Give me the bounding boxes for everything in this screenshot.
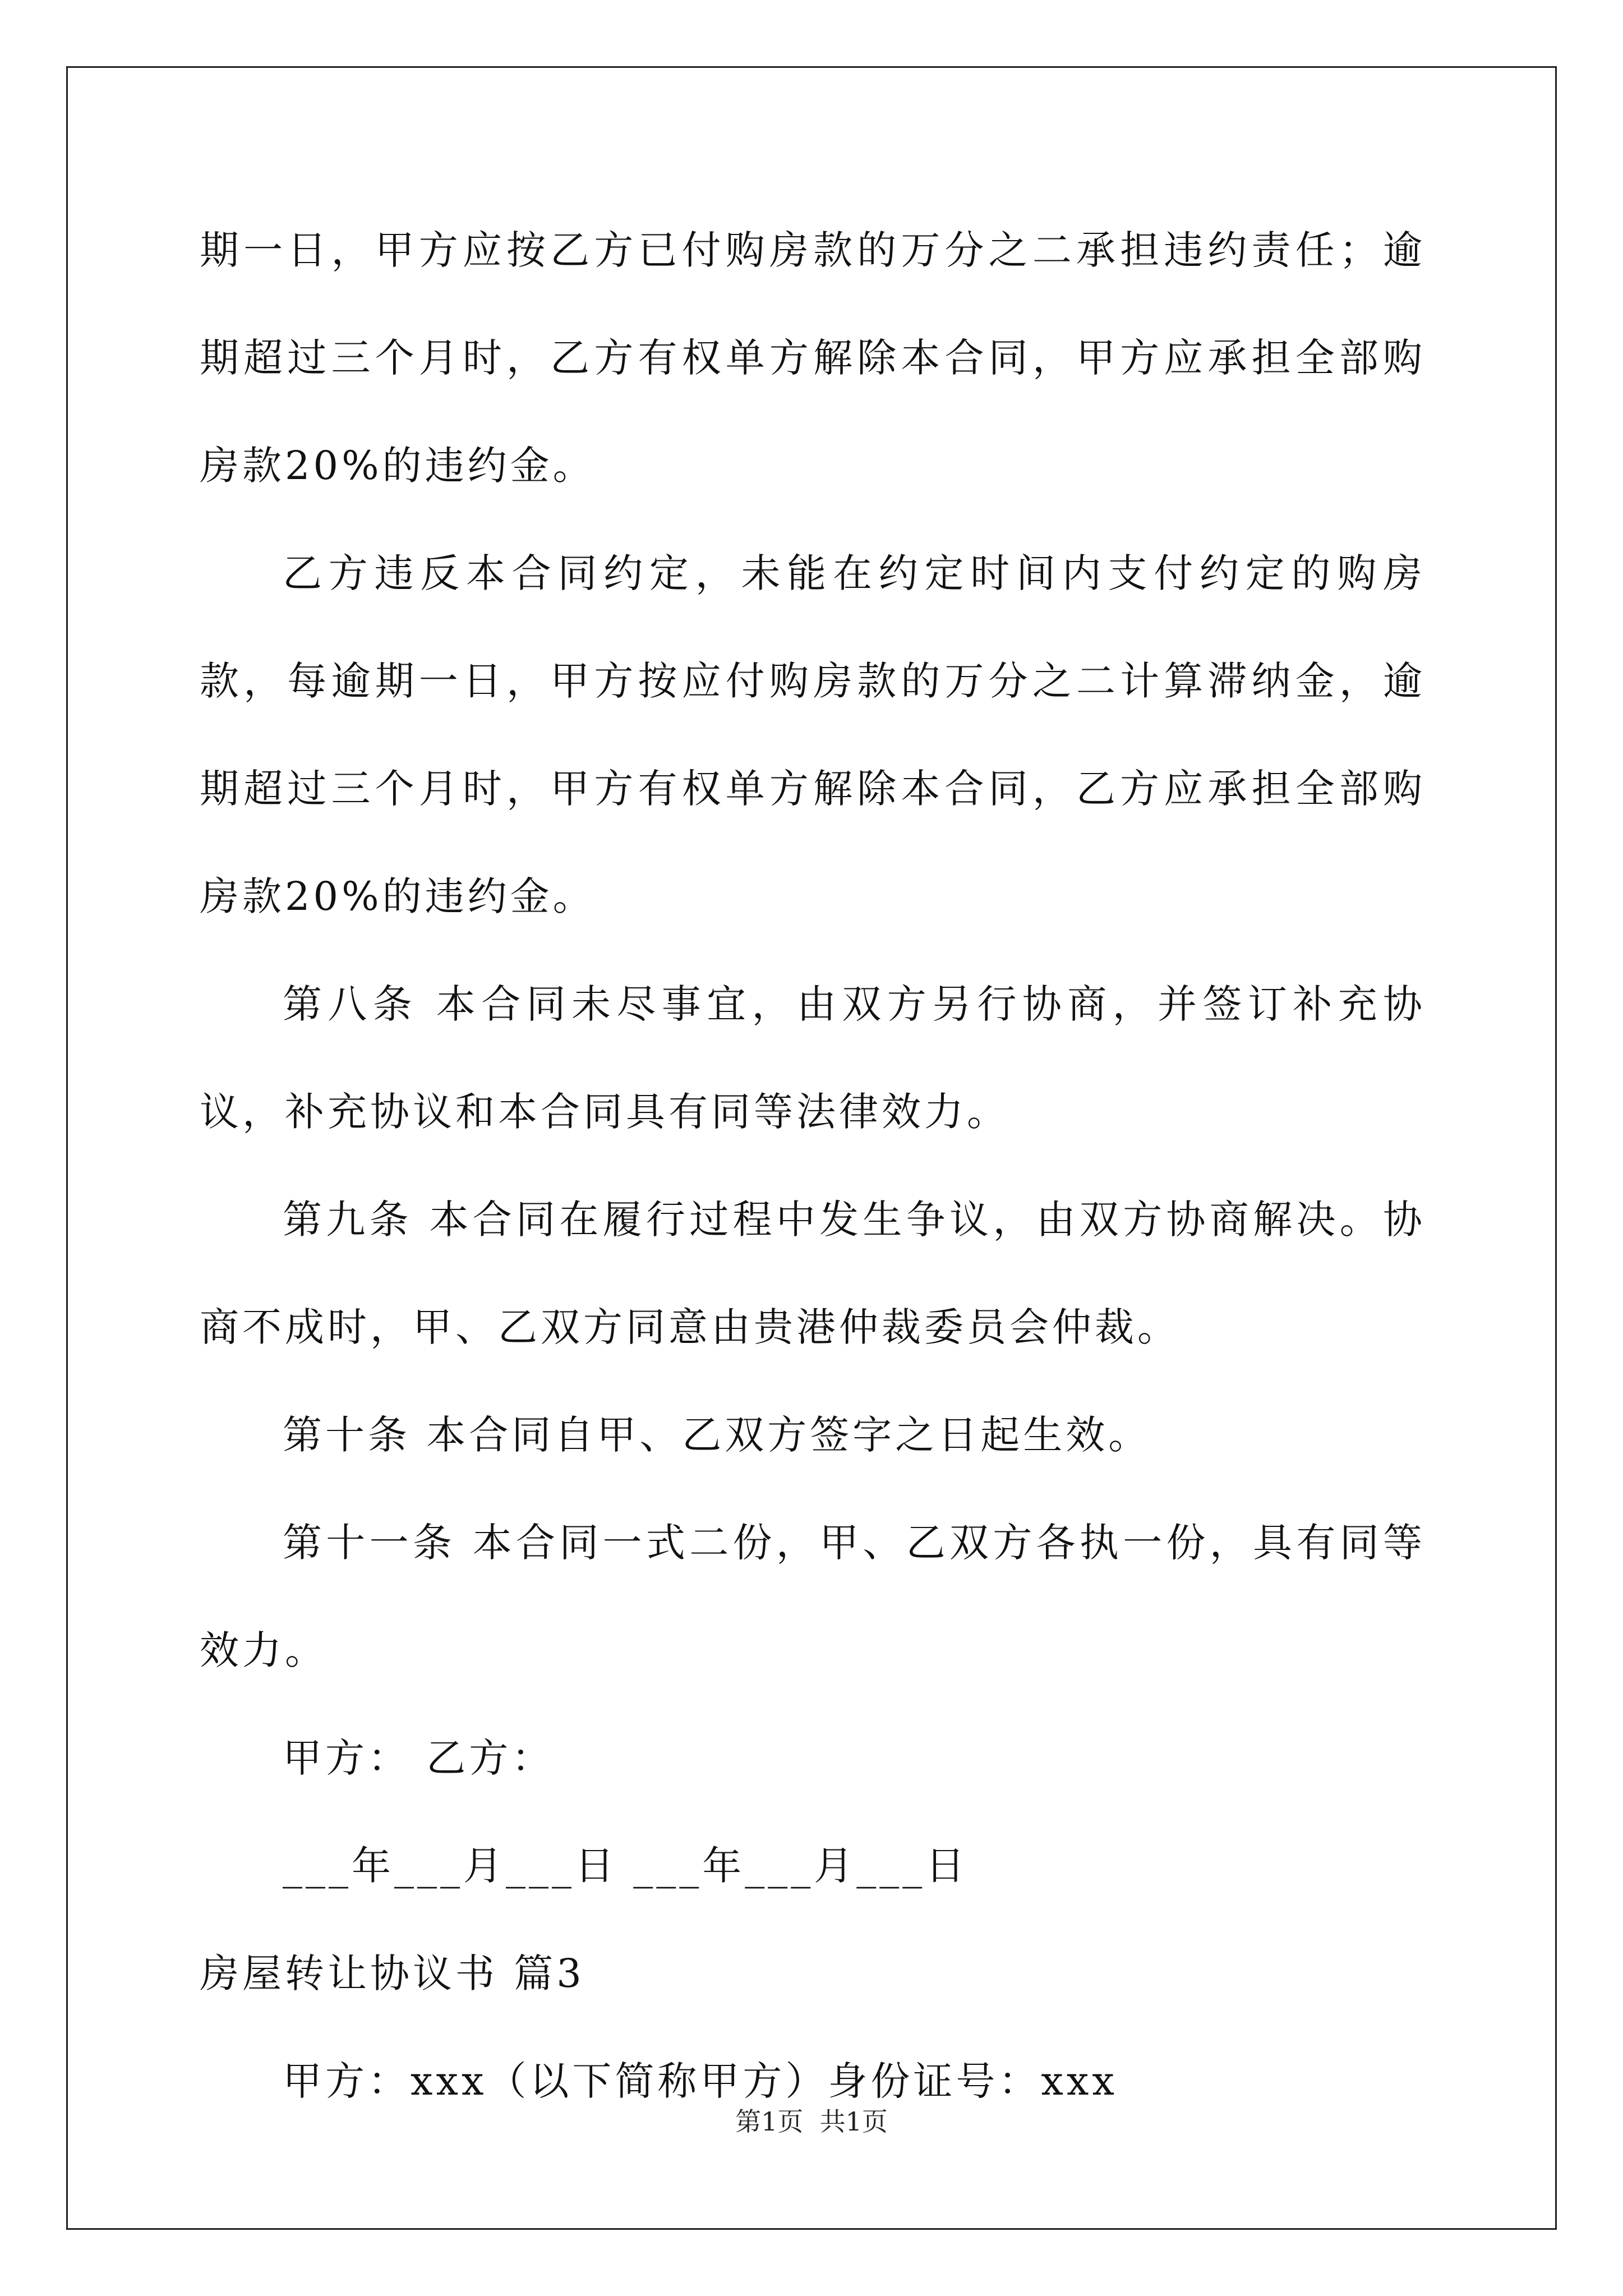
paragraph-article-9: 第九条 本合同在履行过程中发生争议，由双方协商解决。协商不成时，甲、乙双方同意由贵港仲裁委员会仲裁。 — [200, 1197, 1426, 1350]
paragraph-party-a-info: 甲方：xxx（以下简称甲方）身份证号：xxx — [283, 2058, 1118, 2104]
paragraph-liquidated-damages-seller: 期一日，甲方应按乙方已付购房款的万分之二承担违约责任；逾期超过三个月时，乙方有权单方解除本合同，甲方应承担全部购房款20%的违约金。 — [200, 227, 1426, 489]
paragraph-article-11: 第十一条 本合同一式二份，甲、乙双方各执一份，具有同等效力。 — [200, 1520, 1426, 1673]
paragraph-liquidated-damages-buyer: 乙方违反本合同约定，未能在约定时间内支付约定的购房款，每逾期一日，甲方按应付购房款的万分之二计算滞纳金，逾期超过三个月时，甲方有权单方解除本合同，乙方应承担全部购房款20%的违约金。 — [200, 550, 1426, 919]
paragraph-article-10: 第十条 本合同自甲、乙双方签字之日起生效。 — [283, 1412, 1151, 1458]
page-footer: 第1页 共1页 — [735, 2106, 888, 2137]
document-body — [200, 196, 1426, 2135]
section-heading: 房屋转让协议书 篇3 — [200, 1950, 585, 1996]
signature-dates: ___年___月___日 ___年___月___日 — [283, 1843, 969, 1889]
signature-parties: 甲方： 乙方： — [283, 1735, 555, 1781]
paragraph-article-8: 第八条 本合同未尽事宜，由双方另行协商，并签订补充协议，补充协议和本合同具有同等法律效力。 — [200, 981, 1426, 1135]
